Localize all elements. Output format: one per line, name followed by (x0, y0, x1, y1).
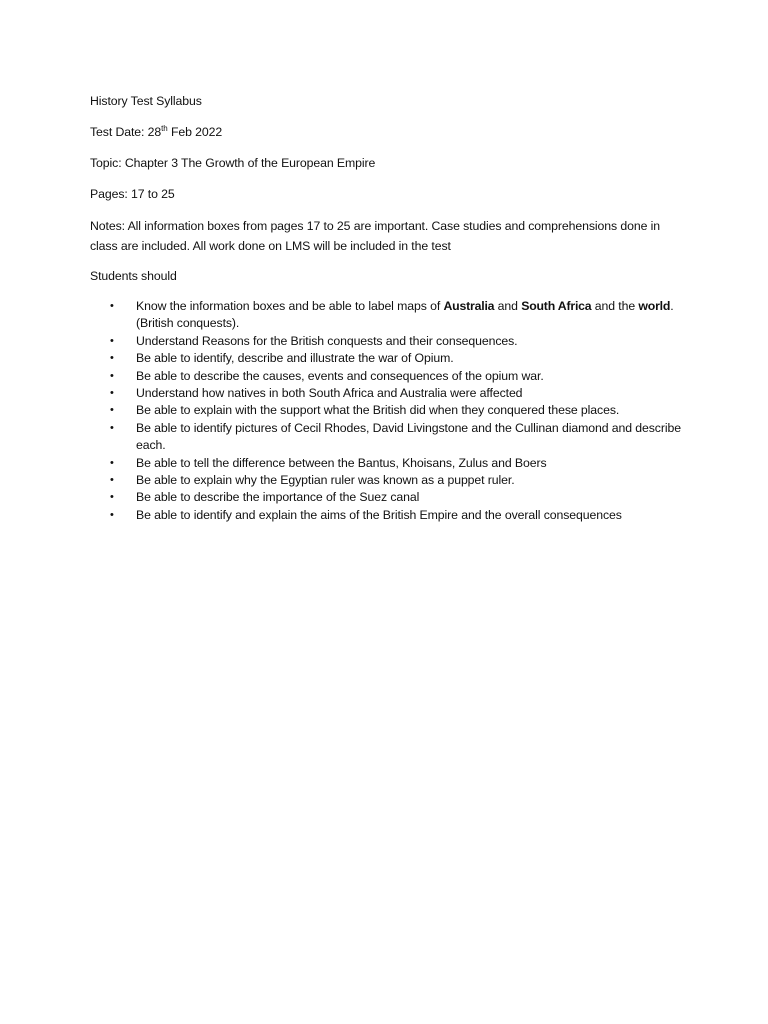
list-item-text: Know the information boxes and be able to label maps of (136, 299, 444, 313)
list-item-text: Be able to explain why the Egyptian ruler was known as a puppet ruler. (136, 473, 515, 488)
notes-paragraph: Notes: All information boxes from pages 17 to 25 are important. Case studies and comprehensions done in class are included. All work done on LMS will be included in the test (90, 219, 661, 253)
list-item-text: . (British conquests). (136, 299, 674, 331)
list-item (110, 333, 696, 350)
list-item (110, 507, 696, 524)
requirements-list (90, 298, 696, 524)
list-item-emphasis: world (638, 299, 671, 313)
bullet-icon: • (110, 491, 114, 504)
list-item (110, 420, 696, 455)
list-item-emphasis: Australia (443, 299, 495, 313)
document-title: History Test Syllabus (90, 94, 202, 108)
list-item (110, 472, 696, 489)
test-date-rest: Feb 2022 (167, 125, 223, 139)
list-item (110, 298, 696, 333)
list-item (110, 455, 696, 472)
list-item-text: Be able to tell the difference between the Bantus, Khoisans, Zulus and Boers (136, 455, 547, 470)
list-item-text: Understand how natives in both South Africa and Australia were affected (136, 386, 523, 401)
bullet-icon: • (110, 474, 114, 487)
bullet-icon: • (110, 421, 114, 434)
list-item-text: Be able to identify, describe and illustrate the war of Opium. (136, 351, 454, 366)
list-item (110, 350, 696, 367)
test-date-prefix: Test Date: 28 (90, 125, 162, 139)
test-date-ordinal: th (161, 124, 168, 133)
pages-line: Pages: 17 to 25 (90, 187, 175, 201)
list-item-text: Understand Reasons for the British conquests and their consequences. (136, 333, 518, 348)
bullet-icon: • (110, 387, 114, 400)
list-item-emphasis: South Africa (521, 299, 592, 313)
bullet-icon: • (110, 352, 114, 365)
list-item-text: and the (591, 299, 639, 313)
list-item-text: Be able to describe the importance of the Suez canal (136, 490, 420, 505)
bullet-icon: • (110, 300, 114, 312)
list-item (110, 368, 696, 385)
list-item (110, 402, 696, 419)
bullet-icon: • (110, 404, 114, 417)
list-item-text: Be able to explain with the support what the British did when they conquered these places. (136, 403, 620, 418)
list-item-text: and (494, 299, 522, 313)
list-item (110, 489, 696, 506)
list-item (110, 385, 696, 402)
topic-line: Topic: Chapter 3 The Growth of the European Empire (90, 156, 376, 170)
test-date (90, 123, 678, 141)
bullet-icon: • (110, 456, 114, 469)
bullet-icon: • (110, 334, 114, 347)
list-item-text: Be able to describe the causes, events and consequences of the opium war. (136, 368, 544, 383)
students-heading: Students should (90, 269, 177, 283)
bullet-icon: • (110, 508, 114, 521)
list-item-text: Be able to identify and explain the aims of the British Empire and the overall consequences (136, 507, 622, 522)
bullet-icon: • (110, 369, 114, 382)
list-item-text: Be able to identify pictures of Cecil Rhodes, David Livingstone and the Cullinan diamond and describe each. (136, 420, 681, 453)
